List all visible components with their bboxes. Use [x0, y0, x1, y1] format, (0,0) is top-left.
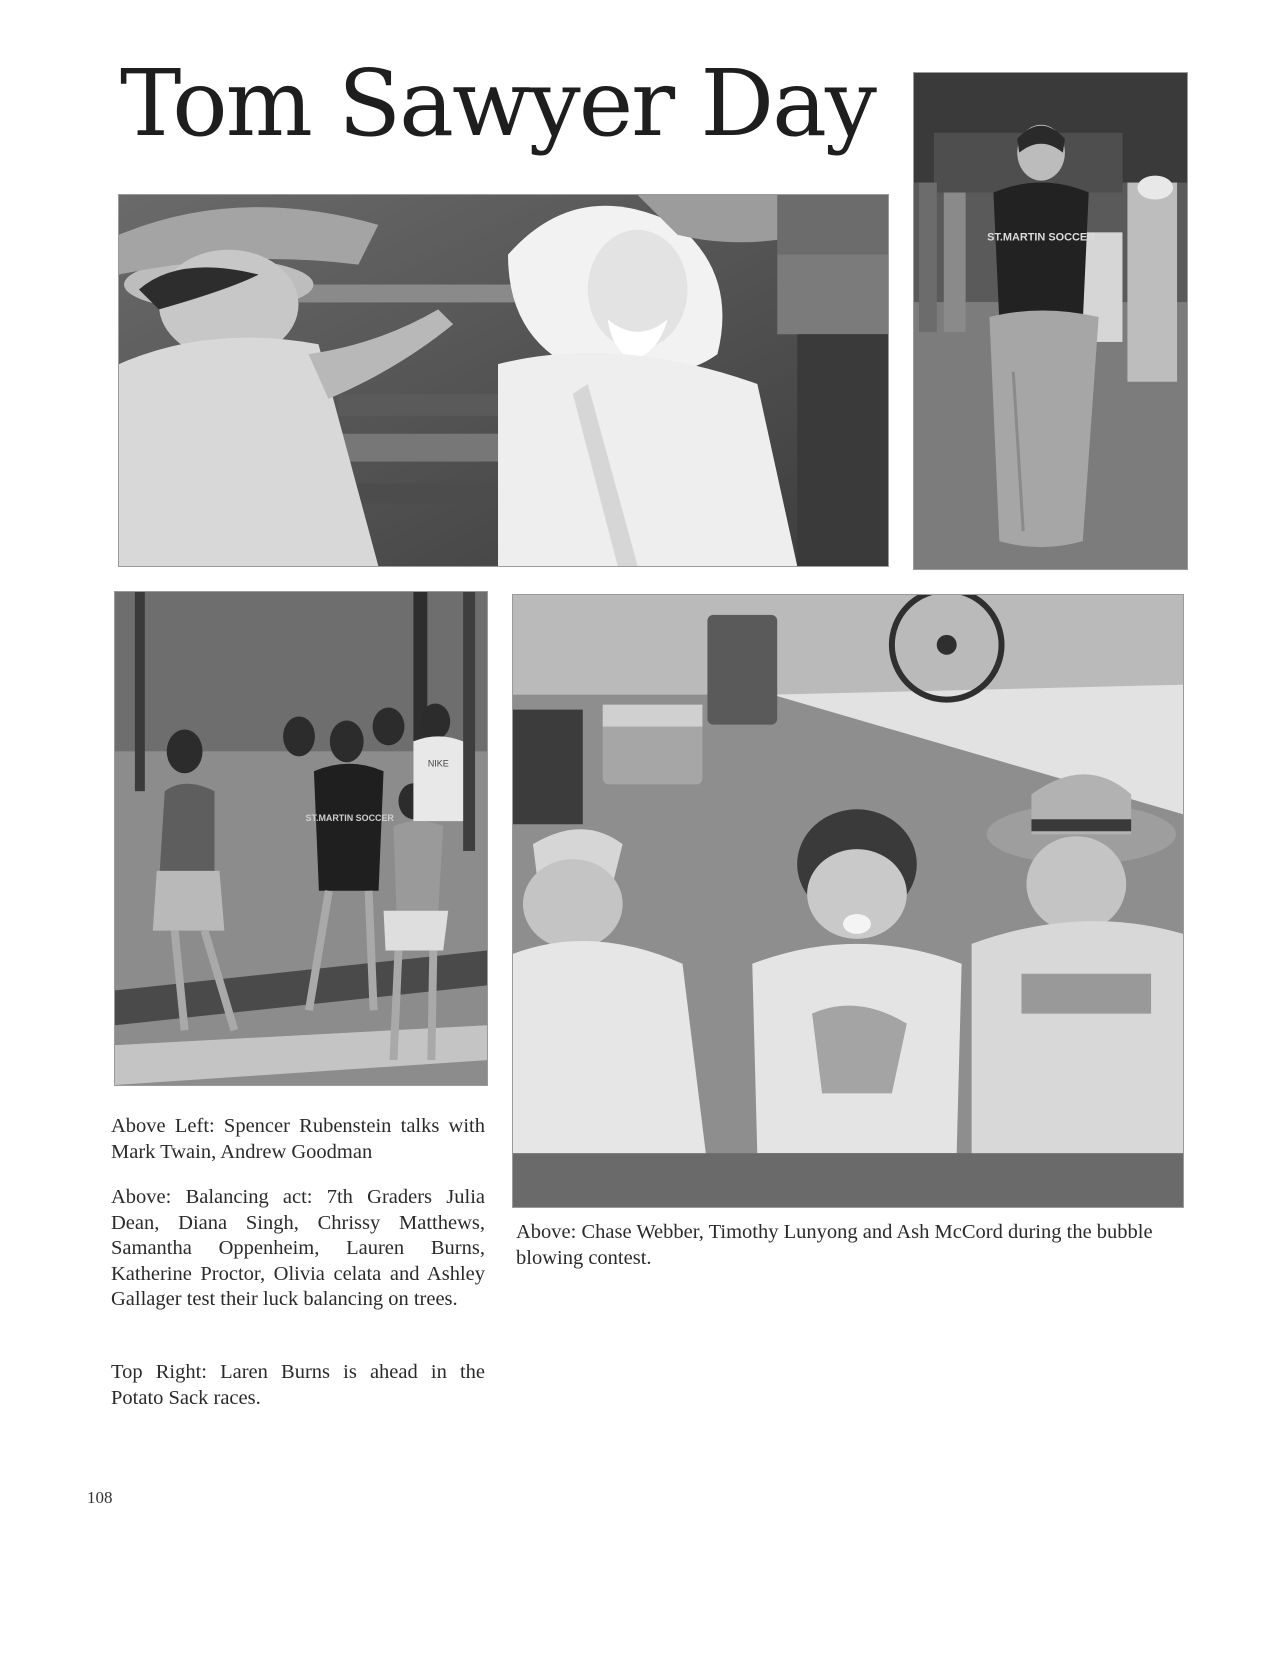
photo-balancing-trees	[114, 591, 488, 1086]
caption-top-right: Top Right: Laren Burns is ahead in the Potato Sack races.	[111, 1361, 485, 1409]
page-title: Tom Sawyer Day	[120, 50, 875, 157]
photo-bubble-contest	[512, 594, 1184, 1208]
photo-potato-sack-race	[913, 72, 1188, 570]
shirt-text: NIKE	[427, 758, 449, 769]
caption-above-left: Above Left: Spencer Rubenstein talks with Mark Twain, Andrew Goodman	[111, 1115, 485, 1163]
caption-bubble-contest: Above: Chase Webber, Timothy Lunyong and Ash McCord during the bubble blowing contest.	[516, 1221, 1153, 1269]
photo-mark-twain	[118, 194, 889, 567]
page-number: 108	[87, 1488, 113, 1507]
shirt-text: ST.MARTIN SOCCER	[305, 813, 394, 824]
shirt-text: ST.MARTIN SOCCER	[987, 231, 1095, 244]
caption-above-balancing: Above: Balancing act: 7th Graders Julia Dean, Diana Singh, Chrissy Matthews, Samantha Oppenheim, Lauren Burns, Katherine Proctor, Olivia celata and Ashley Gallager test their luck balancing on trees.	[111, 1186, 485, 1310]
